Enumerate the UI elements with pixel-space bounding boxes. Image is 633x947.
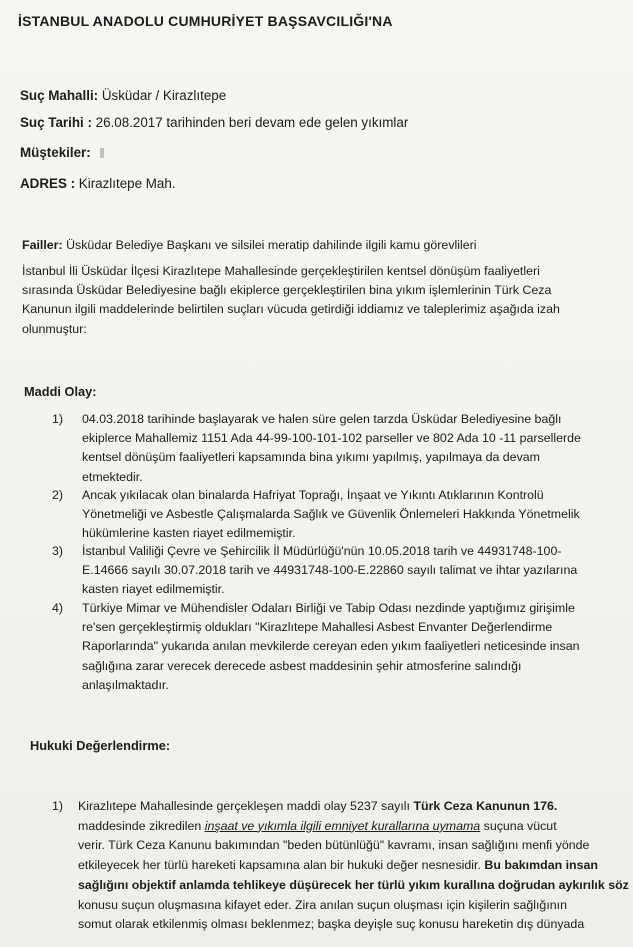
mustekiler-label: Müştekiler:	[20, 145, 91, 160]
hukuki-text: suçuna vücut	[480, 818, 557, 833]
item-line: kasten riayet edilmemiştir.	[82, 582, 225, 597]
item-number: 4)	[52, 601, 64, 615]
adres-value: Kirazlıtepe Mah.	[78, 176, 176, 191]
hukuki-bold-text: Bu bakımdan insan	[484, 858, 598, 873]
item-line: kentsel dönüşüm faaliyetleri kapsamında bina yıkımı yapılmış, yapılmaya da devam	[82, 450, 540, 465]
item-line: Türkiye Mimar ve Mühendisler Odaları Birliği ve Tabip Odası nezdinde yaptığımız girişimle	[82, 601, 575, 615]
intro-paragraph	[22, 262, 560, 339]
item-number: 1)	[52, 799, 64, 813]
hukuki-line	[78, 856, 629, 876]
item-line: hükümlerine kasten riayet edilmemiştir.	[82, 526, 296, 541]
item-number: 3)	[52, 544, 64, 558]
document-header: İSTANBUL ANADOLU CUMHURİYET BAŞSAVCILIĞI'NA	[18, 13, 393, 29]
item-number: 1)	[52, 412, 64, 426]
intro-line: Kanunun ilgili maddelerinde belirtilen suçları vücuda getirdiği iddiamız ve taleplerimiz aşağıda izah	[22, 302, 560, 317]
hukuki-bold-text: Türk Ceza Kanunun 176.	[413, 799, 558, 813]
item-line: Yönetmeliği ve Asbestle Çalışmalarda Sağlık ve Güvenlik Önlemeleri Hakkında Yönetmelik	[82, 507, 580, 522]
hukuki-text: maddesinde zikredilen	[78, 818, 205, 833]
redaction-mark	[100, 148, 104, 158]
hukuki-line: sağlığını objektif anlamda tehlikeye düşürecek her türlü yıkım kurallına doğrudan aykırılık söz	[78, 877, 629, 892]
mustekiler-row	[20, 145, 104, 161]
item-line: etmektedir.	[82, 469, 143, 484]
item-line: İstanbul Valiliği Çevre ve Şehircilik İl Müdürlüğü'nün 10.05.2018 tarih ve 44931748-100-	[82, 544, 562, 558]
item-line: re'sen gerçekleştirmiş oldukları "Kirazlıtepe Mahallesi Asbest Envanter Değerlendirme	[82, 620, 553, 635]
hukuki-text: etkileyecek her türlü hareketi kapsamına alan bir hukuki değer nesnesidir.	[78, 858, 485, 873]
adres-label: ADRES :	[20, 176, 76, 191]
item-line: anlaşılmaktadır.	[82, 677, 169, 692]
failler-row	[22, 237, 477, 253]
hukuki-line: verir. Türk Ceza Kanunu bakımından "beden bütünlüğü" kavramı, insan sağlığını menfi yönde	[78, 838, 590, 853]
maddi-olay-item-3	[82, 542, 577, 600]
maddi-olay-item-4	[82, 599, 580, 695]
item-line: Raporlarında" yukarıda anılan mevkilerde cereyan eden yıkım faaliyetleri neticesinde insan	[82, 639, 580, 654]
hukuki-line	[78, 817, 629, 837]
intro-line: olunmuştur:	[22, 321, 87, 336]
suc-mahalli-value: Üsküdar / Kirazlıtepe	[101, 88, 227, 103]
suc-mahalli-row	[20, 88, 226, 104]
item-line: sağlığına zarar verecek derecede asbest maddesinin şehir atmosferine salındığı	[82, 658, 522, 673]
hukuki-line	[78, 797, 629, 817]
item-line: ekiplerce Mahallemiz 1151 Ada 44-99-100-101-102 parseller ve 802 Ada 10 -11 parsellerde	[82, 431, 581, 446]
maddi-olay-heading: Maddi Olay:	[24, 384, 97, 399]
hukuki-item-1	[78, 797, 629, 935]
intro-line: sırasında Üsküdar Belediyesine bağlı ekiplerce gerçekleştirilen bina yıkım işlemlerinin Türk Ceza	[22, 283, 552, 298]
suc-tarihi-label: Suç Tarihi :	[20, 115, 92, 130]
item-line: 04.03.2018 tarihinde başlayarak ve halen süre gelen tarzda Üsküdar Belediyesine bağlı	[82, 412, 562, 426]
failler-label: Failler:	[22, 238, 63, 252]
hukuki-heading: Hukuki Değerlendirme:	[30, 738, 171, 753]
hukuki-line: konusu suçun oluşmasına kifayet eder. Zira anılan suçun oluşması için kişilerin sağlığının	[78, 897, 567, 912]
maddi-olay-item-2	[82, 486, 580, 544]
suc-mahalli-label: Suç Mahalli:	[20, 88, 99, 103]
item-line: Ancak yıkılacak olan binalarda Hafriyat Toprağı, İnşaat ve Yıkıntı Atıklarının Kontrolü	[82, 488, 544, 502]
failler-value: Üsküdar Belediye Başkanı ve silsilei meratip dahilinde ilgili kamu görevlileri	[66, 238, 477, 252]
maddi-olay-item-1	[82, 410, 581, 487]
item-line: E.14666 sayılı 30.07.2018 tarih ve 44931748-100-E.22860 sayılı talimat ve ihtar yazılarına	[82, 563, 578, 578]
hukuki-line: somut olarak etkilenmiş olması beklenmez; başka deyişle suç konusu hareketin dış dünyada	[78, 917, 585, 932]
intro-line: İstanbul İli Üsküdar İlçesi Kirazlıtepe Mahallesinde gerçekleştirilen kentsel dönüşüm faaliyetleri	[22, 264, 540, 278]
item-number: 2)	[52, 488, 64, 502]
hukuki-text: Kirazlıtepe Mahallesinde gerçekleşen maddi olay 5237 sayılı	[78, 799, 414, 813]
hukuki-italic-text: inşaat ve yıkımla ilgili emniyet kurallarına uymama	[204, 818, 481, 833]
suc-tarihi-row	[20, 115, 408, 131]
adres-row	[20, 176, 176, 192]
suc-tarihi-value: 26.08.2017 tarihinden beri devam ede gelen yıkımlar	[95, 115, 409, 130]
